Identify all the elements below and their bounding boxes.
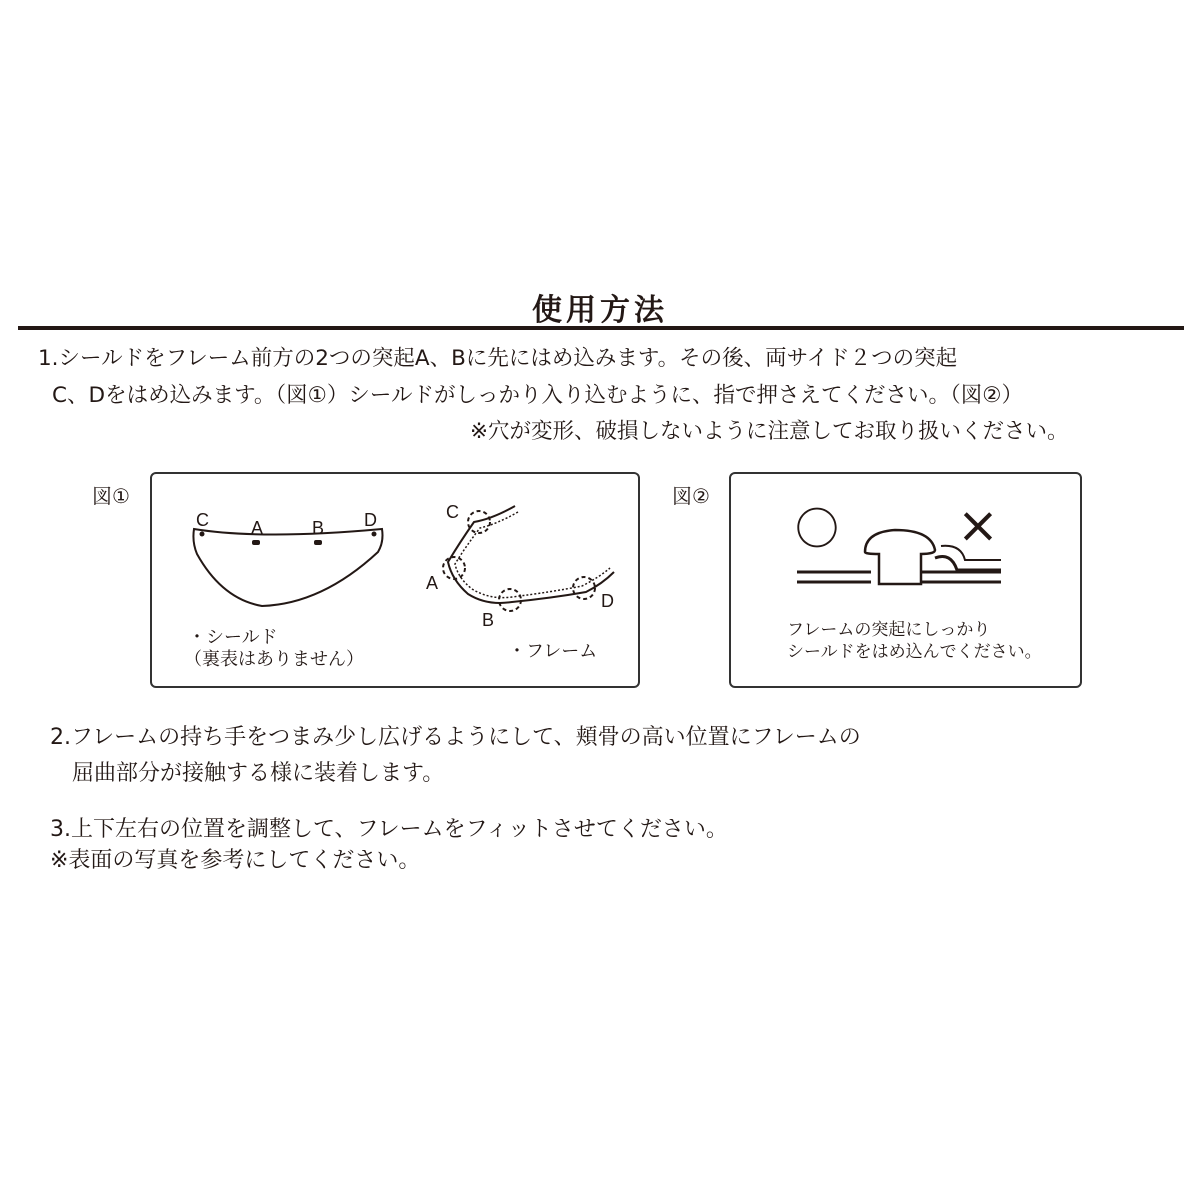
step1-line2: C、Dをはめ込みます。（図①）シールドがしっかり入り込むように、指で押さえてください。（図②） bbox=[52, 383, 1023, 408]
shield-caption-line1: ・シールド bbox=[188, 627, 278, 648]
step2-line2: 屈曲部分が接触する様に装着します。 bbox=[72, 761, 445, 786]
shield-hole-d bbox=[372, 532, 377, 537]
figure2-box bbox=[729, 472, 1082, 688]
step2-line1: 2.フレームの持ち手をつまみ少し広げるようにして、頬骨の高い位置にフレームの bbox=[50, 725, 861, 750]
frame-point-b-marker bbox=[499, 589, 521, 611]
frame-point-label-b: B bbox=[482, 610, 495, 630]
figure2-caption-line2: シールドをはめ込んでください。 bbox=[787, 642, 1042, 662]
correct-mark-icon: 〇 bbox=[795, 504, 839, 555]
shield-hole-c bbox=[200, 532, 205, 537]
frame-outline-top bbox=[448, 506, 614, 603]
step1-line1: 1.シールドをフレーム前方の2つの突起A、Bに先にはめ込みます。その後、両サイド２つの突起 bbox=[38, 346, 958, 371]
frame-knob-icon bbox=[865, 530, 935, 584]
shield-point-label: B bbox=[312, 518, 325, 538]
frame-point-label-c: C bbox=[446, 502, 459, 522]
shield-caption-line2: （裏表はありません） bbox=[184, 649, 364, 670]
frame-point-label-a: A bbox=[426, 573, 439, 593]
shield-edge-wrong bbox=[935, 557, 1001, 571]
frame-caption: ・フレーム bbox=[508, 641, 598, 662]
figure2-label: 図② bbox=[672, 484, 710, 508]
shield-point-label: D bbox=[364, 510, 377, 530]
shield-point-label: C bbox=[196, 510, 209, 530]
step3-line1: 3.上下左右の位置を調整して、フレームをフィットさせてください。 bbox=[50, 817, 728, 842]
wrong-mark-icon: × bbox=[957, 496, 999, 554]
page-title: 使用方法 bbox=[532, 293, 668, 328]
figure1-box bbox=[150, 472, 640, 688]
step1-note: ※穴が変形、破損しないように注意してお取り扱いください。 bbox=[470, 419, 1069, 444]
figure2-caption-line1: フレームの突起にしっかり bbox=[787, 620, 991, 640]
figure1-label: 図① bbox=[92, 484, 130, 508]
shield-hole-b bbox=[314, 540, 322, 545]
step3-note: ※表面の写真を参考にしてください。 bbox=[50, 848, 421, 873]
shield-hole-a bbox=[252, 540, 260, 545]
frame-outline-bottom bbox=[455, 512, 610, 598]
frame-point-label-d: D bbox=[601, 591, 614, 611]
shield-point-label: A bbox=[251, 518, 264, 538]
shield-outline bbox=[193, 529, 382, 606]
title-divider bbox=[18, 326, 1184, 330]
